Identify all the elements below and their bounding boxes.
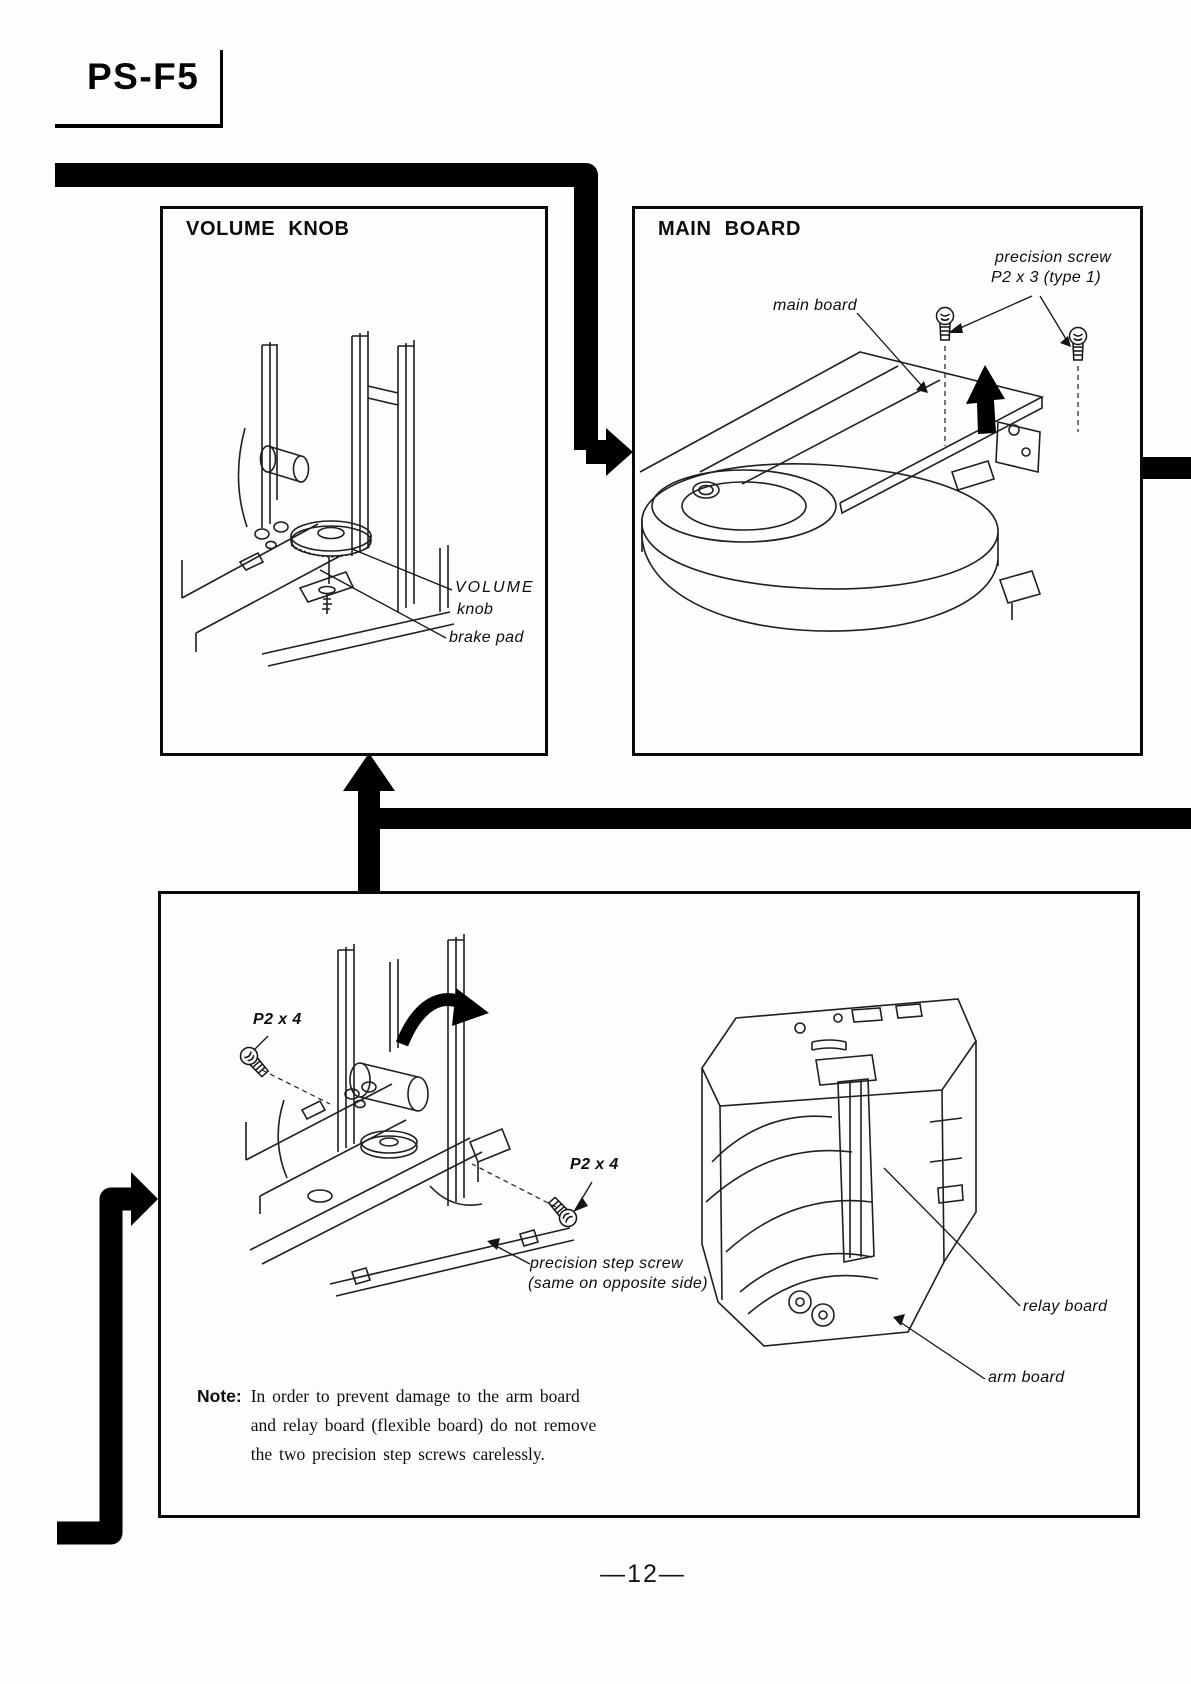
callout-arm-board: arm board <box>988 1369 1065 1386</box>
callout-volume: VOLUME <box>455 579 535 596</box>
callout-main-board: main board <box>773 297 858 314</box>
panel-volume-knob <box>160 206 548 756</box>
flow-arrow-left-to-bottom-panel <box>57 1172 158 1533</box>
callout-relay-board: relay board <box>1023 1298 1108 1315</box>
callout-precision-step-screw-line2: (same on opposite side) <box>528 1275 708 1292</box>
callout-precision-step-screw-line1: precision step screw <box>530 1255 683 1272</box>
model-label-box <box>55 50 223 128</box>
model-name: PS-F5 <box>87 56 200 97</box>
panel-title-main-board: MAIN BOARD <box>658 218 801 240</box>
callout-precision-screw-line1: precision screw <box>995 249 1112 266</box>
note-line: In order to prevent damage to the arm board <box>250 1386 580 1406</box>
panel-title-volume-knob: VOLUME KNOB <box>186 218 350 240</box>
callout-p2x4-left: P2 x 4 <box>253 1011 302 1028</box>
callout-precision-screw-line2: P2 x 3 (type 1) <box>991 269 1102 286</box>
page-number: —12— <box>600 1560 686 1588</box>
callout-brake-pad: brake pad <box>449 629 524 646</box>
note-title: Note: <box>197 1386 242 1406</box>
flow-stub-right <box>1143 457 1191 479</box>
note-line: and relay board (flexible board) do not remove <box>250 1415 597 1435</box>
flow-arrow-up-to-volume-knob <box>343 753 1191 893</box>
callout-p2x4-right: P2 x 4 <box>570 1156 619 1173</box>
callout-knob: knob <box>457 601 494 618</box>
note-block <box>197 1382 596 1469</box>
note-line: the two precision step screws carelessly. <box>250 1444 545 1464</box>
note-text <box>251 1382 597 1469</box>
panel-main-board <box>632 206 1143 756</box>
